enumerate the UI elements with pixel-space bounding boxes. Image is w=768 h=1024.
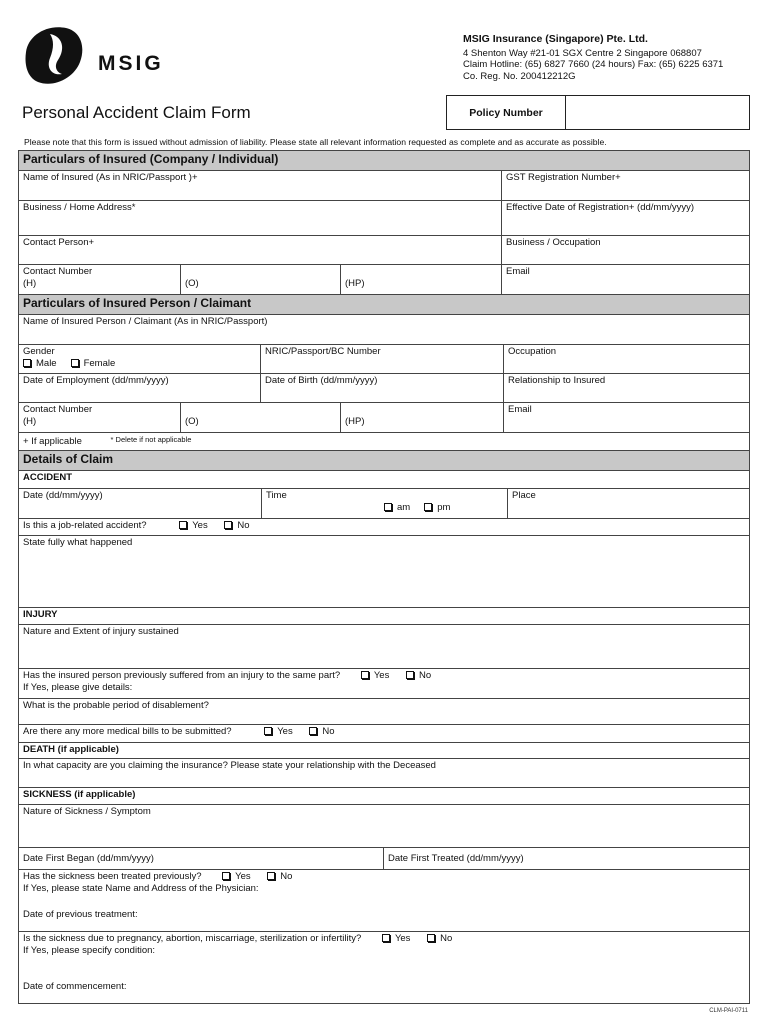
female-checkbox[interactable] bbox=[71, 359, 79, 367]
gst-field[interactable]: GST Registration Number+ bbox=[502, 171, 750, 201]
what-happened-field[interactable]: State fully what happened bbox=[19, 536, 750, 608]
more-bills-row: Are there any more medical bills to be submitted? Yes No bbox=[19, 725, 750, 743]
nric-field[interactable]: NRIC/Passport/BC Number bbox=[261, 345, 504, 374]
form-title: Personal Accident Claim Form bbox=[22, 103, 251, 122]
insured-section bbox=[18, 150, 750, 296]
more-bills-yes-checkbox[interactable] bbox=[264, 727, 272, 735]
claim-section bbox=[18, 450, 750, 1004]
insured-section-title: Particulars of Insured (Company / Individual) bbox=[19, 151, 750, 171]
pregnancy-row: Is the sickness due to pregnancy, abortion, miscarriage, sterilization or infertility? Yes No If Yes, please specify condition: Date of commencement: bbox=[19, 932, 750, 1004]
company-reg-no: Co. Reg. No. 200412212G bbox=[463, 70, 576, 82]
claim-section-title: Details of Claim bbox=[19, 451, 750, 471]
policy-number-label: Policy Number bbox=[447, 96, 566, 129]
accident-date-field[interactable]: Date (dd/mm/yyyy) bbox=[19, 489, 262, 519]
male-checkbox[interactable] bbox=[23, 359, 31, 367]
form-code: CLM-PAI-0711 bbox=[709, 1008, 748, 1014]
capacity-field[interactable]: In what capacity are you claiming the insurance? Please state your relationship with the Deceased bbox=[19, 759, 750, 788]
contact-person-field[interactable]: Contact Person+ bbox=[19, 236, 502, 265]
previous-injury-row: Has the insured person previously suffered from an injury to the same part? Yes No If Yes, please give details: bbox=[19, 669, 750, 699]
company-address: 4 Shenton Way #21-01 SGX Centre 2 Singapore 068807 bbox=[463, 47, 702, 59]
business-occupation-field[interactable]: Business / Occupation bbox=[502, 236, 750, 265]
accident-place-field[interactable]: Place bbox=[508, 489, 750, 519]
sickness-label: SICKNESS (if applicable) bbox=[19, 788, 750, 805]
nature-injury-field[interactable]: Nature and Extent of injury sustained bbox=[19, 625, 750, 669]
date-treated-field[interactable]: Date First Treated (dd/mm/yyyy) bbox=[384, 848, 750, 870]
job-related-yes-checkbox[interactable] bbox=[179, 521, 187, 529]
policy-number-box bbox=[446, 95, 750, 130]
job-related-row: Is this a job-related accident? Yes No bbox=[19, 519, 750, 536]
death-label: DEATH (if applicable) bbox=[19, 743, 750, 759]
injury-label: INJURY bbox=[19, 608, 750, 625]
gender-field: Gender Male Female bbox=[19, 345, 261, 374]
previous-injury-yes-checkbox[interactable] bbox=[361, 671, 369, 679]
accident-time-field: Time am pm bbox=[262, 489, 508, 519]
claimant-contact-office-field[interactable]: (O) bbox=[181, 403, 341, 433]
pregnancy-yes-checkbox[interactable] bbox=[382, 934, 390, 942]
more-bills-no-checkbox[interactable] bbox=[309, 727, 317, 735]
employment-date-field[interactable]: Date of Employment (dd/mm/yyyy) bbox=[19, 374, 261, 403]
contact-office-field[interactable]: (O) bbox=[181, 265, 341, 296]
am-checkbox[interactable] bbox=[384, 503, 392, 511]
treated-yes-checkbox[interactable] bbox=[222, 872, 230, 880]
insured-name-field[interactable]: Name of Insured (As in NRIC/Passport )+ bbox=[19, 171, 502, 201]
claimant-section-title: Particulars of Insured Person / Claimant bbox=[19, 295, 750, 315]
liability-note: Please note that this form is issued without admission of liability. Please state all relevant information requested as complete and as accurate as possible. bbox=[24, 137, 607, 147]
pregnancy-no-checkbox[interactable] bbox=[427, 934, 435, 942]
treated-previously-row: Has the sickness been treated previously? Yes No If Yes, please state Name and Address of the Physician: Date of previous treatment: bbox=[19, 870, 750, 932]
dob-field[interactable]: Date of Birth (dd/mm/yyyy) bbox=[261, 374, 504, 403]
contact-home-field[interactable]: Contact Number (H) bbox=[19, 265, 181, 296]
claimant-section bbox=[18, 294, 750, 452]
claimant-name-field[interactable]: Name of Insured Person / Claimant (As in NRIC/Passport) bbox=[19, 315, 750, 345]
address-field[interactable]: Business / Home Address* bbox=[19, 201, 502, 236]
effective-date-field[interactable]: Effective Date of Registration+ (dd/mm/yyyy) bbox=[502, 201, 750, 236]
pm-checkbox[interactable] bbox=[424, 503, 432, 511]
relationship-field[interactable]: Relationship to Insured bbox=[504, 374, 750, 403]
accident-label: ACCIDENT bbox=[19, 471, 750, 489]
claimant-contact-mobile-field[interactable]: (HP) bbox=[341, 403, 504, 433]
company-name: MSIG Insurance (Singapore) Pte. Ltd. bbox=[463, 33, 648, 45]
logo-wordmark: MSIG bbox=[98, 52, 164, 75]
claim-hotline: Claim Hotline: (65) 6827 7660 (24 hours) Fax: (65) 6225 6371 bbox=[463, 59, 724, 70]
claimant-contact-home-field[interactable]: Contact Number (H) bbox=[19, 403, 181, 433]
job-related-no-checkbox[interactable] bbox=[224, 521, 232, 529]
insured-email-field[interactable]: Email bbox=[502, 265, 750, 296]
disablement-field[interactable]: What is the probable period of disablement? bbox=[19, 699, 750, 725]
claimant-email-field[interactable]: Email bbox=[504, 403, 750, 433]
policy-number-field[interactable] bbox=[566, 96, 749, 129]
legend-row: + If applicable $^{* Delete if not applicable}$ bbox=[19, 433, 750, 452]
treated-no-checkbox[interactable] bbox=[267, 872, 275, 880]
claimant-occupation-field[interactable]: Occupation bbox=[504, 345, 750, 374]
date-began-field[interactable]: Date First Began (dd/mm/yyyy) bbox=[19, 848, 384, 870]
company-info bbox=[463, 34, 723, 82]
nature-sickness-field[interactable]: Nature of Sickness / Symptom bbox=[19, 805, 750, 848]
contact-mobile-field[interactable]: (HP) bbox=[341, 265, 502, 296]
previous-injury-no-checkbox[interactable] bbox=[406, 671, 414, 679]
